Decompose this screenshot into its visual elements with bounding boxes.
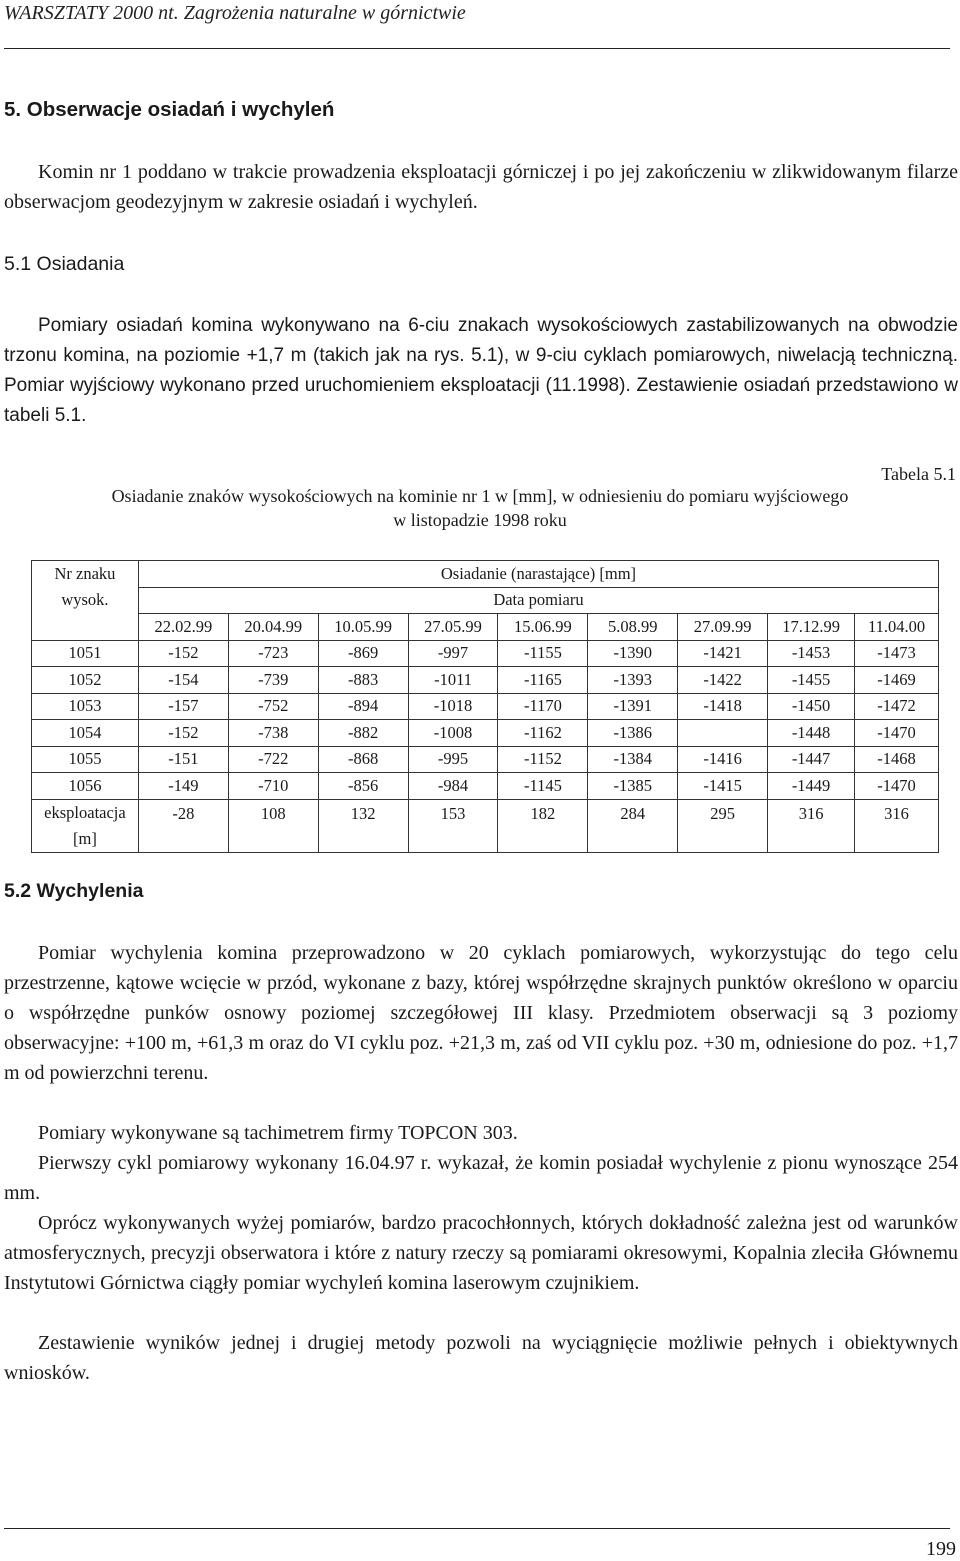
mark-id-cell: 1054 [32, 720, 139, 747]
page-number: 199 [926, 1538, 956, 1560]
value-cell: -723 [228, 640, 318, 667]
date-cell: 11.04.00 [855, 614, 939, 641]
running-header: WARSZTATY 2000 nt. Zagrożenia naturalne w górnictwie [4, 2, 466, 24]
col-header-mark-line2: wysok. [32, 587, 139, 614]
value-cell: -1145 [498, 773, 588, 800]
header-empty-cell [32, 614, 139, 641]
section-5-1-title: 5.1 Osiadania [4, 253, 125, 275]
mark-id-cell: 1051 [32, 640, 139, 667]
settlement-table [31, 560, 939, 853]
value-cell: -1448 [768, 720, 855, 747]
value-cell: -1018 [408, 693, 498, 720]
value-cell: -1450 [768, 693, 855, 720]
value-cell: -152 [138, 640, 228, 667]
date-cell: 5.08.99 [588, 614, 678, 641]
value-cell: -1422 [678, 667, 768, 694]
value-cell: -738 [228, 720, 318, 747]
value-cell: -1470 [855, 773, 939, 800]
value-cell: -1469 [855, 667, 939, 694]
value-cell: -1453 [768, 640, 855, 667]
sub-header: Data pomiaru [138, 587, 938, 614]
value-cell: -154 [138, 667, 228, 694]
exploitation-value-cell: 316 [855, 799, 939, 852]
mark-id-cell: 1055 [32, 746, 139, 773]
table-row [32, 746, 939, 773]
value-cell: -1418 [678, 693, 768, 720]
value-cell: -894 [318, 693, 408, 720]
value-cell: -997 [408, 640, 498, 667]
exploitation-value-cell: 295 [678, 799, 768, 852]
value-cell: -1473 [855, 640, 939, 667]
section-5-2-title: 5.2 Wychylenia [4, 880, 144, 902]
value-cell: -1152 [498, 746, 588, 773]
value-cell: -1155 [498, 640, 588, 667]
value-cell: -151 [138, 746, 228, 773]
footer-rule [4, 1528, 950, 1529]
group-header: Osiadanie (narastające) [mm] [138, 561, 938, 588]
table-label: Tabela 5.1 [881, 464, 956, 484]
exploitation-label-line1: eksploatacja [44, 802, 126, 822]
table-caption-line2: w listopadzie 1998 roku [393, 510, 567, 530]
value-cell: -984 [408, 773, 498, 800]
section-5-intro: Komin nr 1 poddano w trakcie prowadzenia eksploatacji górniczej i po jej zakończeniu w zlikwidowanym filarze obserwacjom geodezyjnym w zakresie osiadań i wychyleń. [4, 161, 958, 213]
exploitation-value-cell: 132 [318, 799, 408, 852]
mark-id-cell: 1056 [32, 773, 139, 800]
value-cell: -739 [228, 667, 318, 694]
value-cell: -1386 [588, 720, 678, 747]
value-cell: -869 [318, 640, 408, 667]
section-5-1-para-part1: Pomiary osiadań komina wykonywano na 6-ciu znakach wysokościowych zastabilizowanych na obwodzie trzonu komina, na poziomie +1,7 m (takich jak na rys. 5.1), w 9-ciu cyklach pomiarowych, niwelacją techniczną. [4, 315, 958, 366]
section-5-2-paragraph-4: Oprócz wykonywanych wyżej pomiarów, bardzo pracochłonnych, których dokładność zależna jest od warunków atmosferycznych, precyzji obserwatora i które z natury rzeczy są pomiarami okresowymi, Kopalnia zleciła Głównemu Instytutowi Górnictwa ciągły pomiar wychyleń komina laserowym czujnikiem. [4, 1212, 958, 1294]
value-cell: -1470 [855, 720, 939, 747]
value-cell: -722 [228, 746, 318, 773]
value-cell: -1390 [588, 640, 678, 667]
date-cell: 15.06.99 [498, 614, 588, 641]
date-cell: 17.12.99 [768, 614, 855, 641]
value-cell: -995 [408, 746, 498, 773]
table-row [32, 640, 939, 667]
mark-id-cell: 1053 [32, 693, 139, 720]
value-cell: -1468 [855, 746, 939, 773]
exploitation-row [32, 799, 939, 852]
value-cell: -1449 [768, 773, 855, 800]
value-cell: -157 [138, 693, 228, 720]
value-cell: -710 [228, 773, 318, 800]
value-cell: -1472 [855, 693, 939, 720]
exploitation-value-cell: 316 [768, 799, 855, 852]
mark-id-cell: 1052 [32, 667, 139, 694]
value-cell: -752 [228, 693, 318, 720]
value-cell: -1385 [588, 773, 678, 800]
value-cell: -1391 [588, 693, 678, 720]
exploitation-value-cell: 182 [498, 799, 588, 852]
section-5-title: 5. Obserwacje osiadań i wychyleń [4, 98, 335, 121]
col-header-mark-line1: Nr znaku [32, 561, 139, 588]
value-cell: -883 [318, 667, 408, 694]
section-5-2-paragraph-1: Pomiar wychylenia komina przeprowadzono w 20 cyklach pomiarowych, wykorzystując do tego celu przestrzenne, kątowe wcięcie w przód, wykonane z bazy, której współrzędne skrajnych punktów określono w oparciu o współrzędne punków osnowy poziomej szczegółowej III klasy. Przedmiotem obserwacji są 3 poziomy obserwacyjne: +100 m, +61,3 m oraz do VI cyklu poz. +21,3 m, zaś od VII cyklu poz. +30 m, odniesione do poz. +1,7 m od powierzchni terenu. [4, 942, 958, 1084]
section-5-2-paragraph-5: Zestawienie wyników jednej i drugiej metody pozwoli na wyciągnięcie możliwie pełnych i obiektywnych wniosków. [4, 1332, 958, 1384]
value-cell: -149 [138, 773, 228, 800]
value-cell: -882 [318, 720, 408, 747]
value-cell: -1384 [588, 746, 678, 773]
value-cell: -152 [138, 720, 228, 747]
section-5-1-para-part2: Pomiar wyjściowy wykonano przed uruchomieniem eksploatacji (11.1998). Zestawienie osiadań przedstawiono w tabeli 5.1. [4, 375, 958, 426]
date-cell: 22.02.99 [138, 614, 228, 641]
value-cell: -1165 [498, 667, 588, 694]
value-cell: -1447 [768, 746, 855, 773]
value-cell: -1421 [678, 640, 768, 667]
table-row [32, 667, 939, 694]
date-cell: 20.04.99 [228, 614, 318, 641]
section-5-2-paragraph-2: Pomiary wykonywane są tachimetrem firmy TOPCON 303. [38, 1122, 518, 1144]
table-row [32, 693, 939, 720]
exploitation-value-cell: 108 [228, 799, 318, 852]
exploitation-value-cell: 153 [408, 799, 498, 852]
exploitation-label-line2: [m] [73, 828, 97, 848]
exploitation-value-cell: 284 [588, 799, 678, 852]
value-cell: -1011 [408, 667, 498, 694]
table-row [32, 720, 939, 747]
table-row [32, 773, 939, 800]
value-cell: -1416 [678, 746, 768, 773]
header-rule [4, 48, 950, 49]
value-cell: -1393 [588, 667, 678, 694]
exploitation-value-cell: -28 [138, 799, 228, 852]
value-cell: -1455 [768, 667, 855, 694]
value-cell [678, 720, 768, 747]
value-cell: -856 [318, 773, 408, 800]
value-cell: -1170 [498, 693, 588, 720]
date-cell: 10.05.99 [318, 614, 408, 641]
exploitation-label-cell [32, 799, 139, 852]
section-5-2-paragraph-3: Pierwszy cykl pomiarowy wykonany 16.04.97 r. wykazał, że komin posiadał wychylenie z pionu wynoszące 254 mm. [4, 1152, 958, 1204]
section-5-1-paragraph [4, 311, 958, 431]
date-cell: 27.09.99 [678, 614, 768, 641]
date-cell: 27.05.99 [408, 614, 498, 641]
value-cell: -868 [318, 746, 408, 773]
table-caption-line1: Osiadanie znaków wysokościowych na kominie nr 1 w [mm], w odniesieniu do pomiaru wyjściowego [111, 486, 849, 506]
value-cell: -1008 [408, 720, 498, 747]
value-cell: -1162 [498, 720, 588, 747]
value-cell: -1415 [678, 773, 768, 800]
